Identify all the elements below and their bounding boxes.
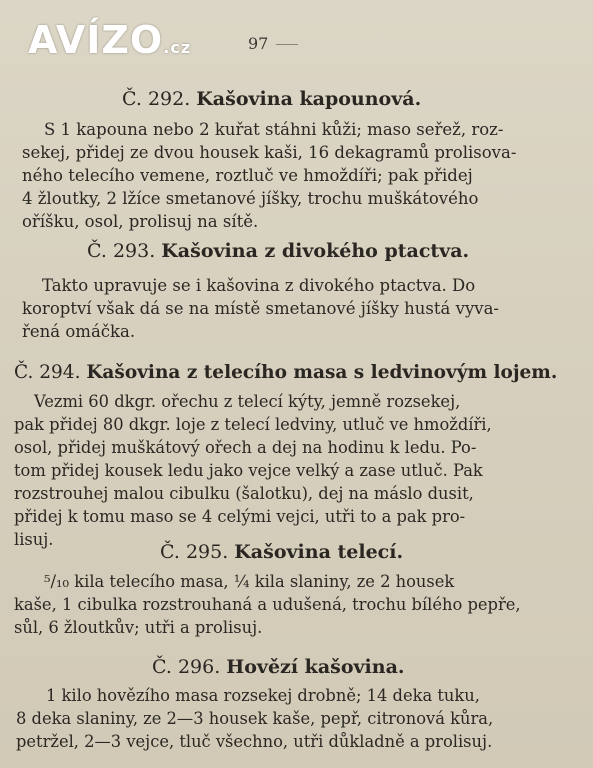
recipe-number: Č. 294.: [14, 362, 81, 383]
text-line: 1 kilo hovězího masa rozsekej drobně; 14 deka tuku,: [46, 686, 480, 705]
text-line: kaše, 1 cibulka rozstrouhaná a udušená, trochu bílého pepře,: [14, 595, 521, 614]
text-line: 8 deka slaniny, ze 2—3 housek kaše, pepř, citronová kůra,: [16, 709, 494, 728]
text-line: koroptví však dá se na místě smetanové jíšky hustá vyva-: [22, 299, 499, 318]
page-number-rule: [276, 44, 298, 45]
recipe-text-294: [14, 390, 492, 551]
text-line: S 1 kapouna nebo 2 kuřat stáhni kůži; maso seřež, roz-: [44, 120, 504, 139]
recipe-heading-296: [152, 656, 405, 678]
text-line: osol, přidej muškátový ořech a dej na hodinu k ledu. Po-: [14, 438, 477, 457]
recipe-heading-295: [160, 541, 403, 563]
text-line: Takto upravuje se i kašovina z divokého ptactva. Do: [42, 276, 476, 295]
recipe-text-292: [22, 118, 516, 233]
recipe-number: Č. 293.: [87, 240, 156, 262]
text-line: rozstrouhej malou cibulku (šalotku), dej na máslo dusit,: [14, 484, 474, 503]
recipe-number: Č. 295.: [160, 541, 229, 563]
text-line: 4 žloutky, 2 lžíce smetanové jíšky, trochu muškátového: [22, 189, 479, 208]
recipe-text-296: [16, 684, 493, 753]
text-line: oříšku, osol, prolisuj na sítě.: [22, 212, 259, 231]
text-line: přidej k tomu maso se 4 celými vejci, utři to a pak pro-: [14, 507, 466, 526]
text-line: ⁵/₁₀ kila telecího masa, ¼ kila slaniny, ze 2 housek: [44, 572, 455, 591]
recipe-heading-293: [87, 240, 469, 262]
text-line: řená omáčka.: [22, 322, 136, 341]
recipe-heading-294: [14, 362, 557, 383]
recipe-title: Hovězí kašovina.: [226, 656, 405, 678]
text-line: sůl, 6 žloutkův; utři a prolisuj.: [14, 618, 263, 637]
recipe-text-295: [14, 570, 521, 639]
recipe-title: Kašovina kapounová.: [196, 88, 422, 110]
recipe-heading-292: [122, 88, 421, 110]
page-number: 97: [248, 34, 269, 53]
text-line: lisuj.: [14, 530, 54, 549]
recipe-title: Kašovina z telecího masa s ledvinovým lojem.: [86, 362, 558, 383]
text-line: pak přidej 80 dkgr. loje z telecí ledviny, utluč ve hmoždíři,: [14, 415, 492, 434]
recipe-text-293: [22, 274, 499, 343]
recipe-number: Č. 292.: [122, 88, 191, 110]
recipe-number: Č. 296.: [152, 656, 221, 678]
text-line: sekej, přidej ze dvou housek kaši, 16 dekagramů prolisova-: [22, 143, 517, 162]
recipe-title: Kašovina telecí.: [234, 541, 404, 563]
watermark-tld: .cz: [163, 38, 192, 57]
text-line: Vezmi 60 dkgr. ořechu z telecí kýty, jemně rozsekej,: [34, 392, 461, 411]
watermark-logo: [28, 20, 191, 68]
text-line: petržel, 2—3 vejce, tluč všechno, utři důkladně a prolisuj.: [16, 732, 493, 751]
text-line: tom přidej kousek ledu jako vejce velký a zase utluč. Pak: [14, 461, 483, 480]
text-line: ného telecího vemene, roztluč ve hmoždíři; pak přidej: [22, 166, 473, 185]
recipe-title: Kašovina z divokého ptactva.: [161, 240, 470, 262]
watermark-brand: AVÍZO: [28, 18, 164, 62]
